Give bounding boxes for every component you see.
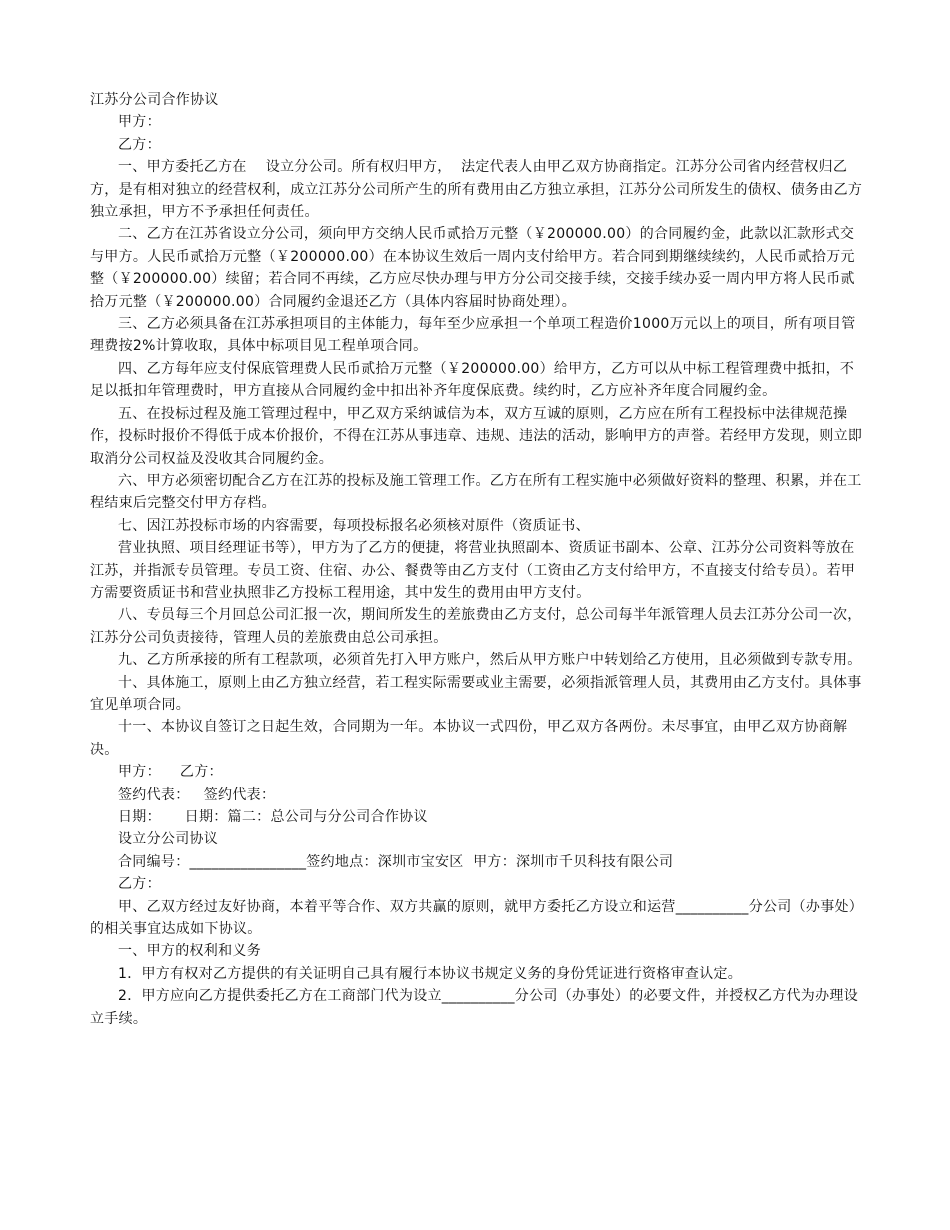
paragraph: 甲方： [118,114,161,131]
paragraph: 营业执照、项目经理证书等），甲方为了乙方的便捷，将营业执照副本、资质证书副本、公章、江苏分公司资料等放在江苏，并指派专员管理。专员工资、住宿、办公、餐费等由乙方支付（工资由乙方支付给甲方，不直接支付给专员）。若甲方需要资质证书和营业执照非乙方投标工程用途，其中发生的费用由甲方支付。 [90,540,856,601]
paragraph: 二、乙方在江苏省设立分公司，须向甲方交纳人民币贰拾万元整（￥200000.00）的合同履约金，此款以汇款形式交与甲方。人民币贰拾万元整（￥200000.00）在本协议生效后一周内支付给甲方。若合同到期继续续约，人民币贰拾万元整（￥200000.00）续留；若合同不再续，乙方应尽快办理与甲方分公司交接手续，交接手续办妥一周内甲方将人民币贰拾万元整（￥200000.00）合同履约金退还乙方（具体内容届时协商处理）。 [90,226,855,310]
paragraph: 三、乙方必须具备在江苏承担项目的主体能力，每年至少应承担一个单项工程造价1000万元以上的项目，所有项目管理费按2%计算收取，具体中标项目见工程单项合同。 [90,316,856,355]
paragraph: 十、具体施工，原则上由乙方独立经营，若工程实际需要或业主需要，必须指派管理人员，其费用由乙方支付。具体事宜见单项合同。 [90,674,862,713]
paragraph: 乙方： [118,136,161,153]
paragraph: 一、甲方委托乙方在 设立分公司。所有权归甲方， 法定代表人由甲乙双方协商指定。江苏分公司省内经营权归乙方，是有相对独立的经营权利，成立江苏分公司所产生的所有费用由乙方独立承担，江苏分公司所发生的债权、债务由乙方独立承担，甲方不予承担任何责任。 [90,159,863,221]
section-title: 设立分公司协议 [118,831,219,848]
paragraph: 乙方： [118,876,161,893]
document-page [90,89,865,1030]
signature-line: 签约代表： 签约代表： [118,786,276,803]
document-title: 江苏分公司合作协议 [90,92,219,108]
paragraph: 四、乙方每年应支付保底管理费人民币贰拾万元整（￥200000.00）给甲方，乙方可以从中标工程管理费中抵扣，不足以抵扣年管理费时，甲方直接从合同履约金中扣出补齐年度保底费。续约时，乙方应补齐年度合同履约金。 [90,360,855,400]
paragraph: 六、甲方必须密切配合乙方在江苏的投标及施工管理工作。乙方在所有工程实施中必须做好资料的整理、积累，并在工程结束后完整交付甲方存档。 [90,472,862,512]
paragraph: 八、专员每三个月回总公司汇报一次，期间所发生的差旅费由乙方支付，总公司每半年派管理人员去江苏分公司一次，江苏分公司负责接待，管理人员的差旅费由总公司承担。 [90,607,862,646]
paragraph: 九、乙方所承接的所有工程款项，必须首先打入甲方账户，然后从甲方账户中转划给乙方使用，且必须做到专款专用。 [118,652,862,669]
contract-info-line: 合同编号：________________签约地点：深圳市宝安区 甲方：深圳市千贝科技有限公司 [118,853,674,870]
signature-line: 甲方： 乙方： [118,764,223,781]
paragraph: 1．甲方有权对乙方提供的有关证明自己具有履行本协议书规定义务的身份凭证进行资格审查认定。 [118,965,743,982]
date-line: 日期： 日期：篇二：总公司与分公司合作协议 [118,809,428,825]
paragraph: 五、在投标过程及施工管理过程中，甲乙双方采纳诚信为本，双方互诚的原则，乙方应在所有工程投标中法律规范操作，投标时报价不得低于成本价报价，不得在江苏从事违章、违规、违法的活动，影响甲方的声誉。若经甲方发现，则立即取消分公司权益及没收其合同履约金。 [90,405,863,467]
paragraph: 2．甲方应向乙方提供委托乙方在工商部门代为设立__________分公司（办事处）的必要文件，并授权乙方代为办理设立手续。 [90,988,859,1027]
section-heading: 一、甲方的权利和义务 [118,943,261,960]
paragraph: 甲、乙双方经过友好协商，本着平等合作、双方共赢的原则，就甲方委托乙方设立和运营__________分公司（办事处）的相关事宜达成如下协议。 [90,898,864,938]
paragraph: 七、因江苏投标市场的内容需要，每项投标报名必须核对原件（资质证书、 [118,517,590,534]
paragraph: 十一、本协议自签订之日起生效，合同期为一年。本协议一式四份，甲乙双方各两份。未尽事宜，由甲乙双方协商解决。 [90,719,848,758]
